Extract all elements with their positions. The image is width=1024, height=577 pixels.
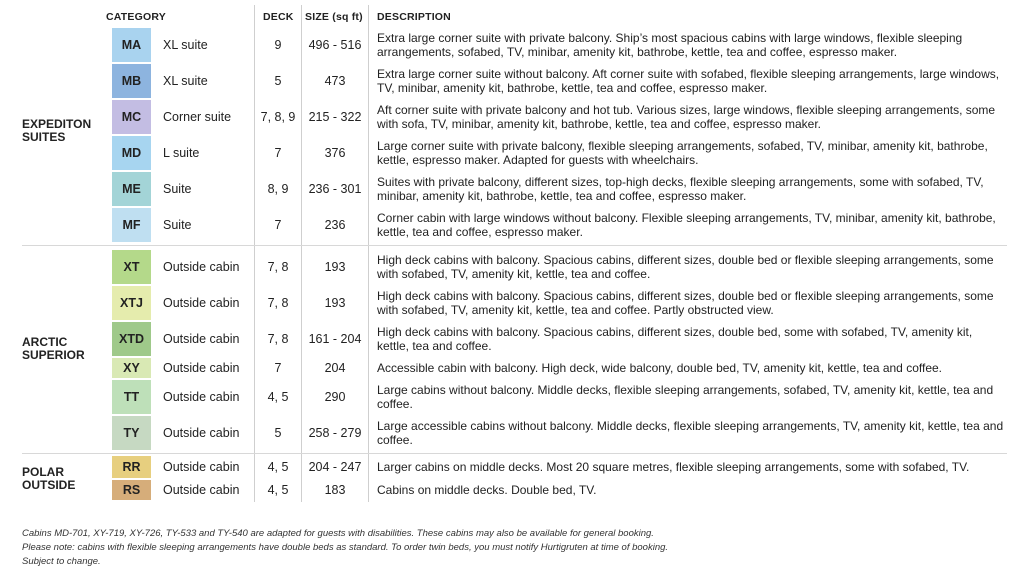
cabin-deck: 7 (274, 218, 282, 232)
group-label-polar-outside (22, 466, 75, 492)
cabin-category: Outside cabin (163, 483, 240, 497)
cabin-category: Outside cabin (163, 426, 240, 440)
column-divider-size (301, 5, 302, 502)
group-label-expedition-suites (22, 118, 91, 144)
cabin-category: Outside cabin (163, 460, 240, 474)
cabin-code-badge: RS (112, 480, 151, 500)
cabin-description (377, 286, 1007, 320)
cabin-description-text: Extra large corner suite with private balcony. Ship’s most spacious cabins with large windows, flexible sleeping arrangements, sofabed, TV, minibar, amenity kit, bathrobe, kettle, tea and coffee, espresso maker. (377, 31, 963, 59)
cabin-deck: 9 (274, 38, 282, 52)
cabin-description-text: High deck cabins with balcony. Spacious cabins, different sizes, double bed or flexible sleeping arrangements, some with sofabed, TV, amenity kit, kettle, tea and coffee. Partly obstructed view. (377, 289, 994, 317)
cabin-code-badge: XT (112, 250, 151, 284)
cabin-category: Outside cabin (163, 390, 240, 404)
cabin-deck: 5 (274, 426, 282, 440)
cabin-deck: 4, 5 (267, 390, 289, 404)
header-description: DESCRIPTION (377, 11, 451, 23)
cabin-deck: 5 (274, 74, 282, 88)
cabin-description-text: Large cabins without balcony. Middle decks, flexible sleeping arrangements, sofabed, TV, amenity kit, kettle, tea and coffee. (377, 383, 994, 411)
cabin-deck: 7 (274, 146, 282, 160)
cabin-code-badge: MF (112, 208, 151, 242)
cabin-size: 376 (324, 146, 346, 160)
cabin-size: 193 (324, 260, 346, 274)
cabin-description (377, 380, 1007, 414)
cabin-deck: 8, 9 (267, 182, 289, 196)
cabin-category: Corner suite (163, 110, 232, 124)
cabin-description (377, 136, 1007, 170)
cabin-deck: 4, 5 (267, 460, 289, 474)
cabin-description (377, 250, 1007, 284)
cabin-description-text: Extra large corner suite without balcony. Aft corner suite with sofabed, flexible sleeping arrangements, large windows, TV, minibar, amenity kit, bathrobe, kettle, tea and coffee, espresso maker. (377, 67, 1000, 95)
cabin-code-badge: XTJ (112, 286, 151, 320)
cabin-description (377, 208, 1007, 242)
cabin-description (377, 480, 1007, 500)
cabin-description-text: Large corner suite with private balcony, flexible sleeping arrangements, sofabed, TV, minibar, amenity kit, bathrobe, kettle, espresso maker. Adapted for guests with wheelchairs. (377, 139, 988, 167)
footnote-accessible-cabins: Cabins MD-701, XY-719, XY-726, TY-533 and TY-540 are adapted for guests with disabilities. These cabins may also be available for general booking. (22, 528, 654, 539)
cabin-category: Outside cabin (163, 361, 240, 375)
cabin-code-badge: XY (112, 358, 151, 378)
cabin-size: 258 - 279 (308, 426, 362, 440)
group-label-line: POLAR (22, 465, 64, 479)
column-divider-deck (254, 5, 255, 502)
group-label-arctic-superior (22, 336, 85, 362)
cabin-code-badge: MD (112, 136, 151, 170)
cabin-category: Outside cabin (163, 260, 240, 274)
cabin-description (377, 172, 1007, 206)
cabin-code-badge: MA (112, 28, 151, 62)
cabin-category: Suite (163, 218, 192, 232)
cabin-description-text: Larger cabins on middle decks. Most 20 square metres, flexible sleeping arrangements, some with sofabed, TV. (377, 460, 970, 474)
cabin-code-badge: ME (112, 172, 151, 206)
cabin-description (377, 416, 1007, 450)
cabin-category: L suite (163, 146, 200, 160)
cabin-description-text: Accessible cabin with balcony. High deck, wide balcony, double bed, TV, amenity kit, kettle, tea and coffee. (377, 361, 942, 375)
cabin-description (377, 322, 1007, 356)
cabin-size: 496 - 516 (308, 38, 362, 52)
cabin-size: 473 (324, 74, 346, 88)
cabin-description (377, 28, 1007, 62)
header-deck: DECK (263, 11, 294, 23)
cabin-code-badge: RR (112, 456, 151, 478)
cabin-code-badge: TY (112, 416, 151, 450)
cabin-size: 193 (324, 296, 346, 310)
cabin-size: 236 - 301 (308, 182, 362, 196)
cabin-size: 161 - 204 (308, 332, 362, 346)
group-label-line: SUPERIOR (22, 348, 85, 362)
cabin-size: 183 (324, 483, 346, 497)
cabin-size: 204 (324, 361, 346, 375)
cabin-description (377, 456, 1007, 478)
cabin-description-text: Cabins on middle decks. Double bed, TV. (377, 483, 597, 497)
group-separator (22, 245, 1007, 246)
cabin-category: XL suite (163, 38, 208, 52)
header-size: SIZE (sq ft) (305, 11, 363, 23)
cabin-description-text: Suites with private balcony, different sizes, top-high decks, flexible sleeping arrangements, some with sofabed, TV, minibar, amenity kit, bathrobe, kettle, tea and coffee, espresso maker. (377, 175, 984, 203)
cabin-size: 236 (324, 218, 346, 232)
cabin-category: Suite (163, 182, 192, 196)
group-label-line: OUTSIDE (22, 478, 76, 492)
cabin-category: XL suite (163, 74, 208, 88)
group-separator (22, 453, 1007, 454)
cabin-code-badge: MB (112, 64, 151, 98)
cabin-description (377, 358, 1007, 378)
cabin-description (377, 100, 1007, 134)
cabin-deck: 4, 5 (267, 483, 289, 497)
cabin-description-text: Aft corner suite with private balcony and hot tub. Various sizes, large windows, flexible sleeping arrangements, some with sofa, TV, minibar, amenity kit, bathrobe, kettle, tea and coffee, espresso maker. (377, 103, 996, 131)
footnote-twin-beds: Please note: cabins with flexible sleeping arrangements have double beds as standard. To order twin beds, you must notify Hurtigruten at time of booking. (22, 542, 669, 553)
cabin-description-text: High deck cabins with balcony. Spacious cabins, different sizes, double bed or flexible sleeping arrangements, some with sofabed, TV, amenity kit, kettle, tea and coffee. (377, 253, 994, 281)
cabin-size: 290 (324, 390, 346, 404)
cabin-deck: 7 (274, 361, 282, 375)
cabin-code-badge: XTD (112, 322, 151, 356)
cabin-deck: 7, 8 (267, 296, 289, 310)
cabin-code-badge: MC (112, 100, 151, 134)
cabin-description-text: High deck cabins with balcony. Spacious cabins, different sizes, double bed, some with sofabed, TV, amenity kit, kettle, tea and coffee. (377, 325, 973, 353)
footnote-subject-to-change: Subject to change. (22, 556, 101, 567)
header-category: CATEGORY (106, 11, 166, 23)
cabin-deck: 7, 8 (267, 332, 289, 346)
group-label-line: EXPEDITON (22, 117, 92, 131)
cabin-description (377, 64, 1007, 98)
cabin-description-text: Large accessible cabins without balcony. Middle decks, flexible sleeping arrangements, TV, amenity kit, kettle, tea and coffee. (377, 419, 1004, 447)
column-divider-description (368, 5, 369, 502)
cabin-size: 215 - 322 (308, 110, 362, 124)
group-label-line: SUITES (22, 130, 66, 144)
group-label-line: ARCTIC (22, 335, 68, 349)
cabin-category: Outside cabin (163, 332, 240, 346)
cabin-code-badge: TT (112, 380, 151, 414)
cabin-deck: 7, 8 (267, 260, 289, 274)
cabin-deck: 7, 8, 9 (260, 110, 296, 124)
cabin-size: 204 - 247 (308, 460, 362, 474)
cabin-category: Outside cabin (163, 296, 240, 310)
cabin-description-text: Corner cabin with large windows without balcony. Flexible sleeping arrangements, TV, minibar, amenity kit, bathrobe, kettle, tea and coffee, espresso maker. (377, 211, 996, 239)
